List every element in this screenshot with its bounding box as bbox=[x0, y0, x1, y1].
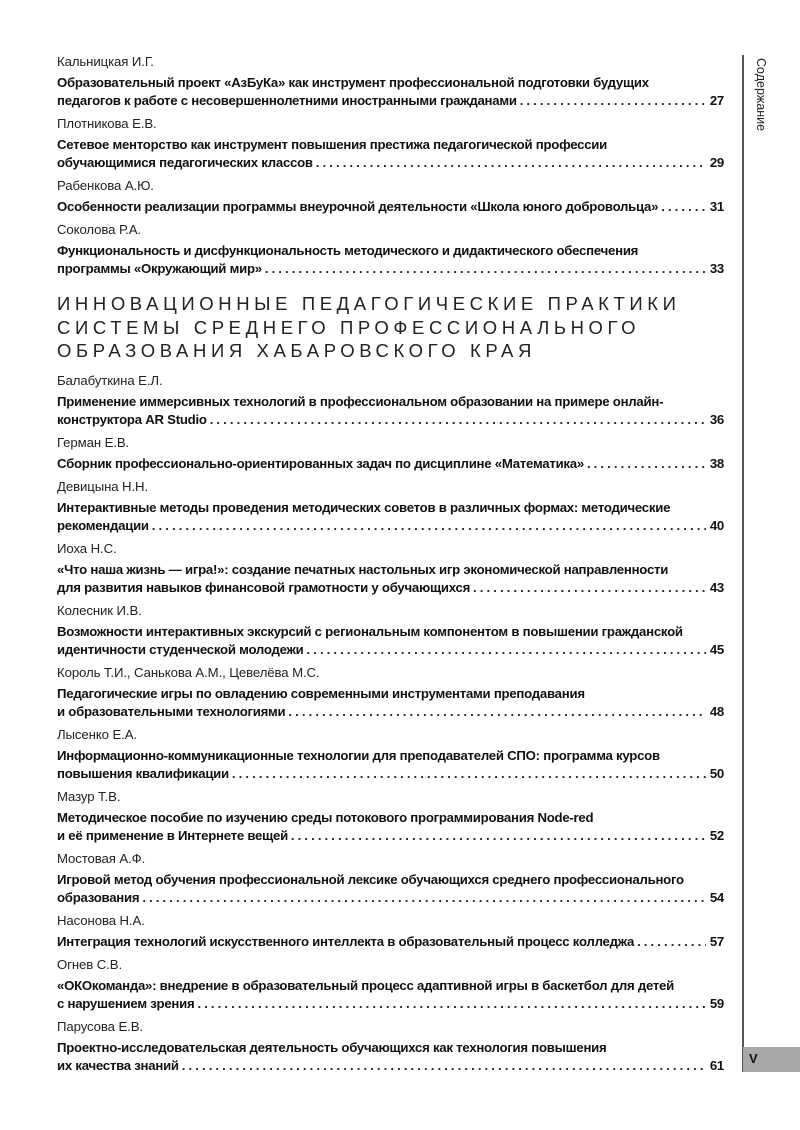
entry-title-text: их качества знаний bbox=[57, 1057, 179, 1073]
toc-entry[interactable] bbox=[57, 602, 724, 659]
entry-author: Колесник И.В. bbox=[57, 602, 142, 618]
entry-title-line: Возможности интерактивных экскурсий с региональным компонентом в повышении гражданской bbox=[57, 623, 683, 639]
entry-page-number: 50 bbox=[709, 765, 724, 781]
entry-page-number: 43 bbox=[709, 579, 724, 595]
entry-author: Мостовая А.Ф. bbox=[57, 850, 146, 866]
entry-title-last-line bbox=[57, 455, 724, 473]
entry-title-text: конструктора AR Studio bbox=[57, 411, 207, 427]
entry-title[interactable] bbox=[57, 242, 724, 278]
entry-title-text: Сборник профессионально-ориентированных задач по дисциплине «Математика» bbox=[57, 455, 584, 471]
entry-author: Иоха Н.С. bbox=[57, 540, 117, 556]
entry-author: Герман Е.В. bbox=[57, 434, 130, 450]
dot-leader bbox=[232, 765, 706, 783]
dot-leader bbox=[307, 641, 706, 659]
entry-title-last-line bbox=[57, 1057, 724, 1075]
toc-entry[interactable] bbox=[57, 372, 724, 429]
entry-author: Парусова Е.В. bbox=[57, 1018, 143, 1034]
running-header-contents: Содержание bbox=[754, 58, 768, 132]
toc-entry[interactable] bbox=[57, 1018, 724, 1075]
dot-leader bbox=[182, 1057, 706, 1075]
toc-entry[interactable] bbox=[57, 956, 724, 1013]
entry-title-last-line bbox=[57, 411, 724, 429]
entry-title-last-line bbox=[57, 703, 724, 721]
margin-rule bbox=[742, 55, 744, 1072]
toc-entry[interactable] bbox=[57, 788, 724, 845]
entry-title[interactable] bbox=[57, 747, 724, 783]
dot-leader bbox=[291, 827, 706, 845]
toc-entry[interactable] bbox=[57, 53, 724, 110]
dot-leader bbox=[473, 579, 706, 597]
entry-title-last-line bbox=[57, 198, 724, 216]
entry-title-line: Методическое пособие по изучению среды потокового программирования Node-red bbox=[57, 809, 594, 825]
entry-title[interactable] bbox=[57, 1039, 724, 1075]
section-heading-line: ИННОВАЦИОННЫЕ ПЕДАГОГИЧЕСКИЕ ПРАКТИКИ bbox=[57, 293, 681, 314]
entry-author: Король Т.И., Санькова А.М., Цевелёва М.С. bbox=[57, 664, 320, 680]
entry-page-number: 61 bbox=[709, 1057, 724, 1073]
section-heading-line: ОБРАЗОВАНИЯ ХАБАРОВСКОГО КРАЯ bbox=[57, 340, 536, 361]
entry-page-number: 33 bbox=[709, 261, 724, 276]
entry-title-text: образования bbox=[57, 889, 140, 905]
entry-title-last-line bbox=[57, 154, 724, 172]
entry-title[interactable] bbox=[57, 393, 724, 429]
entry-title[interactable] bbox=[57, 871, 724, 907]
entry-title[interactable] bbox=[57, 136, 724, 172]
toc-entry[interactable] bbox=[57, 664, 724, 721]
toc-entry[interactable] bbox=[57, 115, 724, 172]
entry-title-text: для развития навыков финансовой грамотности у обучающихся bbox=[57, 579, 471, 595]
entry-title-last-line bbox=[57, 579, 724, 597]
entry-title-line: Образовательный проект «АзБуКа» как инструмент профессиональной подготовки будущих bbox=[57, 75, 649, 90]
entry-page-number: 59 bbox=[709, 995, 724, 1011]
entry-page-number: 45 bbox=[709, 641, 724, 657]
entry-title[interactable] bbox=[57, 499, 724, 535]
entry-title-text: с нарушением зрения bbox=[57, 995, 195, 1011]
table-of-contents bbox=[57, 53, 724, 1080]
entry-page-number: 52 bbox=[709, 827, 724, 843]
entry-title-line: Применение иммерсивных технологий в профессиональном образовании на примере онлайн- bbox=[57, 393, 664, 409]
entry-title-line: Игровой метод обучения профессиональной лексике обучающихся среднего профессионального bbox=[57, 871, 684, 887]
entry-author: Кальницкая И.Г. bbox=[57, 54, 154, 69]
section-heading bbox=[57, 292, 724, 363]
entry-title-last-line bbox=[57, 995, 724, 1013]
entry-title[interactable] bbox=[57, 198, 724, 216]
entry-title[interactable] bbox=[57, 977, 724, 1013]
entry-title-line: Интерактивные методы проведения методических советов в различных формах: методические bbox=[57, 499, 671, 515]
entry-title-line: Проектно-исследовательская деятельность обучающихся как технология повышения bbox=[57, 1039, 607, 1055]
entry-title-last-line bbox=[57, 92, 724, 110]
toc-group-1 bbox=[57, 53, 724, 278]
entry-title[interactable] bbox=[57, 685, 724, 721]
entry-title-last-line bbox=[57, 517, 724, 535]
toc-entry[interactable] bbox=[57, 540, 724, 597]
entry-author: Плотникова Е.В. bbox=[57, 116, 157, 131]
dot-leader bbox=[637, 933, 706, 951]
entry-title-text: Интеграция технологий искусственного интеллекта в образовательный процесс колледжа bbox=[57, 933, 635, 949]
entry-author: Мазур Т.В. bbox=[57, 788, 121, 804]
toc-entry[interactable] bbox=[57, 850, 724, 907]
toc-entry[interactable] bbox=[57, 912, 724, 951]
entry-title-last-line bbox=[57, 933, 724, 951]
entry-page-number: 29 bbox=[709, 155, 724, 170]
entry-title-line: Функциональность и дисфункциональность методического и дидактического обеспечения bbox=[57, 243, 639, 258]
entry-page-number: 54 bbox=[709, 889, 724, 905]
dot-leader bbox=[661, 198, 706, 216]
entry-title-text: идентичности студенческой молодежи bbox=[57, 641, 304, 657]
entry-title-last-line bbox=[57, 827, 724, 845]
entry-page-number: 31 bbox=[709, 199, 724, 214]
entry-title-last-line bbox=[57, 641, 724, 659]
dot-leader bbox=[587, 455, 706, 473]
entry-page-number: 57 bbox=[709, 933, 724, 949]
entry-title[interactable] bbox=[57, 809, 724, 845]
entry-author: Девицына Н.Н. bbox=[57, 478, 149, 494]
toc-entry[interactable] bbox=[57, 478, 724, 535]
entry-author: Лысенко Е.А. bbox=[57, 726, 137, 742]
entry-title-last-line bbox=[57, 889, 724, 907]
dot-leader bbox=[265, 260, 706, 278]
entry-title[interactable] bbox=[57, 623, 724, 659]
entry-title-line: «ОКОкоманда»: внедрение в образовательный процесс адаптивной игры в баскетбол для детей bbox=[57, 977, 674, 993]
entry-title-line: Информационно-коммуникационные технологии для преподавателей СПО: программа курсов bbox=[57, 747, 660, 763]
entry-title-line: Педагогические игры по овладению современными инструментами преподавания bbox=[57, 685, 585, 701]
entry-title[interactable] bbox=[57, 74, 724, 110]
entry-title[interactable] bbox=[57, 455, 724, 473]
entry-title-text: и её применение в Интернете вещей bbox=[57, 827, 288, 843]
entry-page-number: 40 bbox=[709, 517, 724, 533]
entry-page-number: 36 bbox=[709, 411, 724, 427]
dot-leader bbox=[520, 92, 706, 110]
toc-entry[interactable] bbox=[57, 221, 724, 278]
toc-entry[interactable] bbox=[57, 726, 724, 783]
dot-leader bbox=[142, 889, 706, 907]
entry-title-text: рекомендации bbox=[57, 517, 149, 533]
entry-author: Рабенкова А.Ю. bbox=[57, 178, 154, 193]
toc-entry[interactable] bbox=[57, 177, 724, 216]
dot-leader bbox=[316, 154, 706, 172]
entry-page-number: 48 bbox=[709, 703, 724, 719]
toc-group-2 bbox=[57, 372, 724, 1075]
dot-leader bbox=[152, 517, 706, 535]
dot-leader bbox=[197, 995, 705, 1013]
entry-author: Соколова Р.А. bbox=[57, 222, 141, 237]
entry-page-number: 38 bbox=[709, 455, 724, 471]
entry-title-text: педагогов к работе с несовершеннолетними иностранными гражданами bbox=[57, 93, 517, 108]
entry-title-text: Особенности реализации программы внеурочной деятельности «Школа юного добровольца» bbox=[57, 199, 659, 214]
dot-leader bbox=[210, 411, 706, 429]
toc-entry[interactable] bbox=[57, 434, 724, 473]
entry-title-last-line bbox=[57, 765, 724, 783]
entry-title[interactable] bbox=[57, 933, 724, 951]
entry-author: Огнев С.В. bbox=[57, 956, 123, 972]
entry-title-line: «Что наша жизнь — игра!»: создание печатных настольных игр экономической направленности bbox=[57, 561, 669, 577]
entry-author: Насонова Н.А. bbox=[57, 912, 145, 928]
entry-title-text: повышения квалификации bbox=[57, 765, 229, 781]
section-heading-line: СИСТЕМЫ СРЕДНЕГО ПРОФЕССИОНАЛЬНОГО bbox=[57, 316, 641, 338]
page-number: V bbox=[749, 1051, 758, 1066]
entry-title-text: программы «Окружающий мир» bbox=[57, 261, 262, 276]
entry-title-line: Сетевое менторство как инструмент повышения престижа педагогической профессии bbox=[57, 137, 607, 152]
entry-page-number: 27 bbox=[709, 93, 724, 108]
entry-title-text: и образовательными технологиями bbox=[57, 703, 286, 719]
entry-author: Балабуткина Е.Л. bbox=[57, 372, 163, 388]
entry-title[interactable] bbox=[57, 561, 724, 597]
page-number-tab bbox=[743, 1047, 800, 1072]
entry-title-last-line bbox=[57, 260, 724, 278]
dot-leader bbox=[288, 703, 705, 721]
entry-title-text: обучающимися педагогических классов bbox=[57, 155, 313, 170]
